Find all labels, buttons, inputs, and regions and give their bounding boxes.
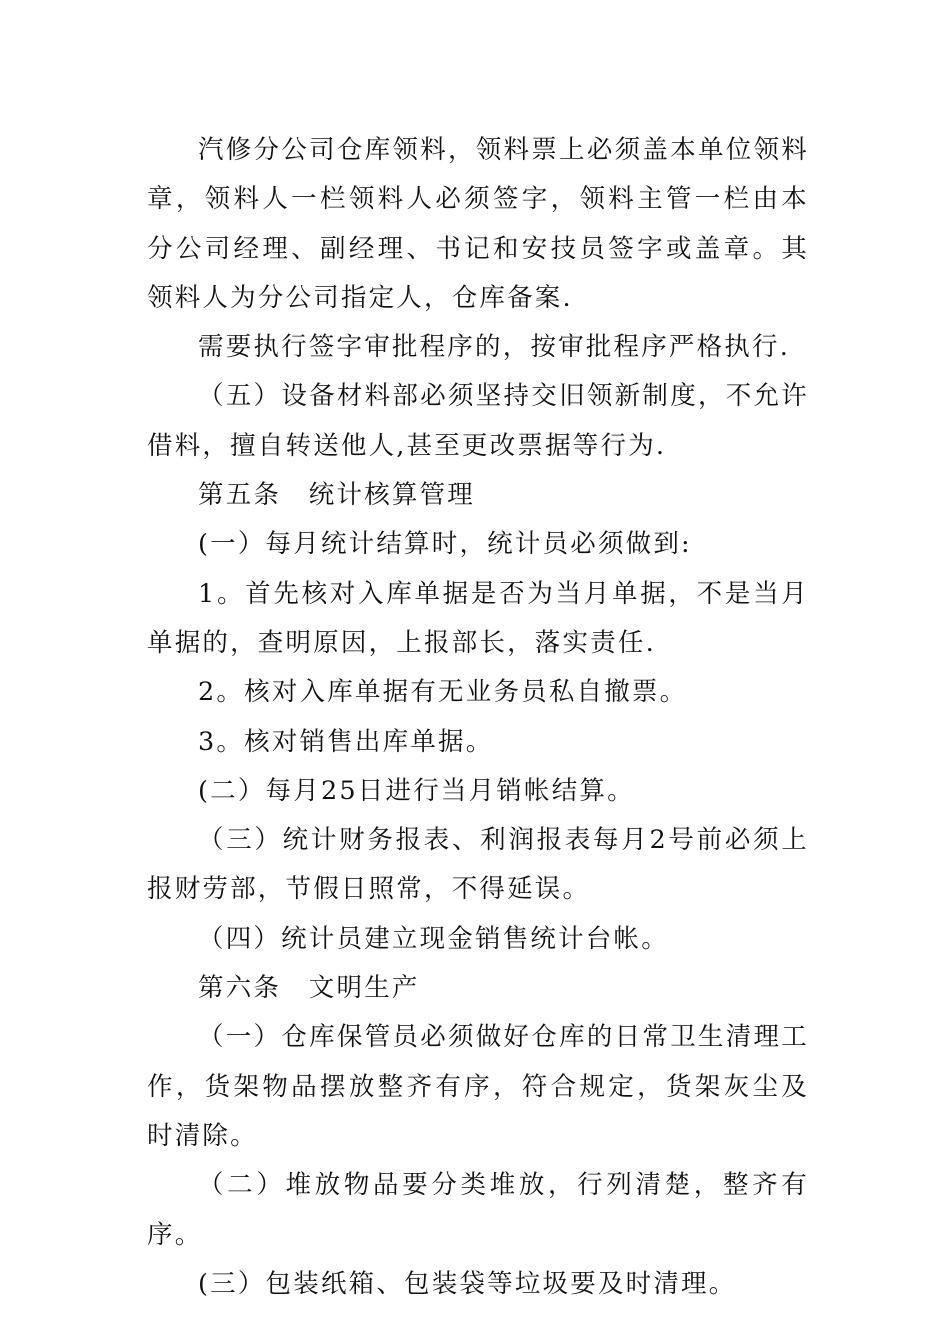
paragraph-step-2: 2。核对入库单据有无业务员私自撤票。 [198,677,688,708]
paragraph-item-4-cash-ledger: （四）统计员建立现金销售统计台帐。 [198,923,669,954]
document-page [147,126,809,1309]
paragraph-item-2-monthly-close: (二）每月25日进行当月销帐结算。 [198,775,635,806]
paragraph-item-2-stacking: （二）堆放物品要分类堆放，行列清楚，整齐有序。 [147,1170,809,1250]
paragraph-item-1-cleaning: （一）仓库保管员必须做好仓库的日常卫生清理工作，货架物品摆放整齐有序，符合规定，货架灰尘及时清除。 [147,1022,809,1151]
paragraph-approval-procedure: 需要执行签字审批程序的，按审批程序严格执行. [198,332,791,363]
article-5-heading: 第五条 统计核算管理 [198,480,476,511]
paragraph-item-5-old-for-new: （五）设备材料部必须坚持交旧领新制度，不允许借料，擅自转送他人,甚至更改票据等行为. [147,381,809,461]
paragraph-step-1: 1。首先核对入库单据是否为当月单据，不是当月单据的，查明原因，上报部长，落实责任. [147,578,809,658]
paragraph-item-1-monthly-settlement: (一）每月统计结算时，统计员必须做到: [198,529,692,560]
paragraph-item-3-waste: (三）包装纸箱、包装袋等垃圾要及时清理。 [198,1268,737,1299]
paragraph-requisition-rules: 汽修分公司仓库领料，领料票上必须盖本单位领料章，领料人一栏领料人必须签字，领料主管一栏由本分公司经理、副经理、书记和安技员签字或盖章。其领料人为分公司指定人，仓库备案. [147,135,809,313]
paragraph-step-3: 3。核对销售出库单据。 [198,726,494,757]
paragraph-item-3-reports: （三）统计财务报表、利润报表每月2号前必须上报财劳部，节假日照常，不得延误。 [147,825,809,905]
article-6-heading: 第六条 文明生产 [198,973,420,1004]
